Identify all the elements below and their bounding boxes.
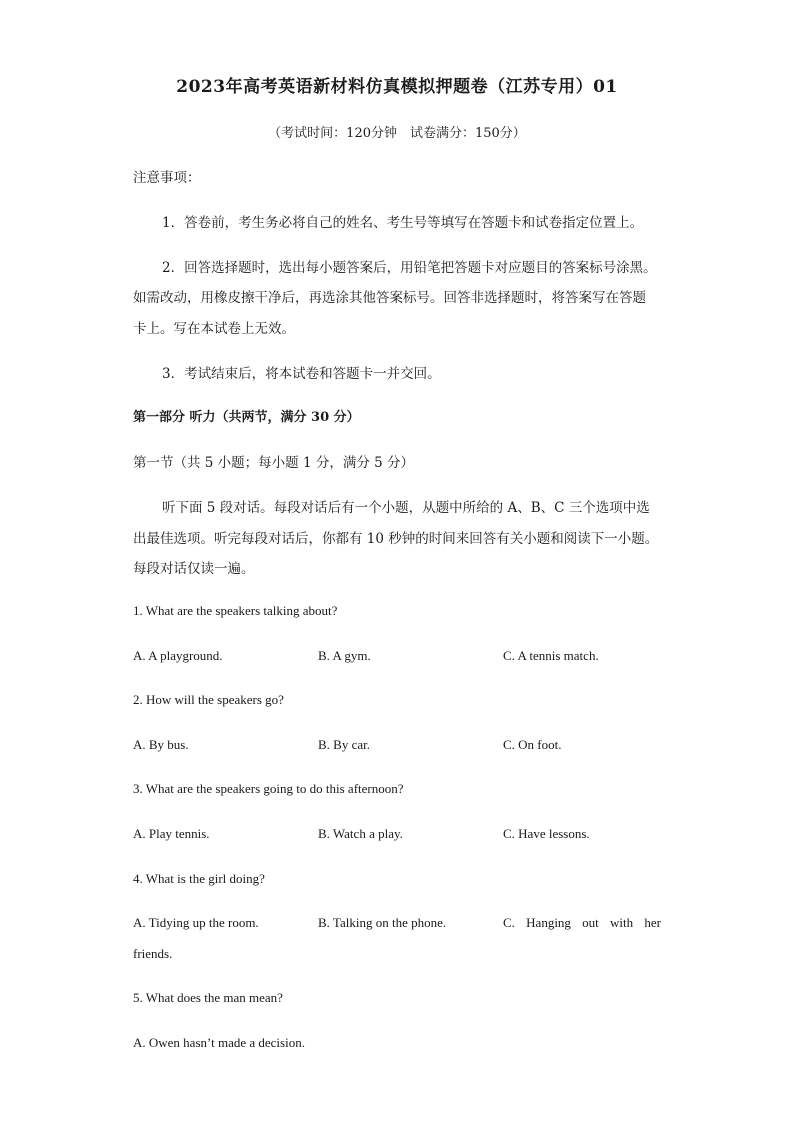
- question-4: 4. What is the girl doing?: [133, 871, 265, 886]
- question-1-option-a: A. A playground.: [133, 648, 223, 663]
- question-5-option-a: A. Owen hasn’t made a decision.: [133, 1035, 305, 1050]
- notes-item-2-line-1: 2．回答选择题时，选出每小题答案后，用铅笔把答题卡对应题目的答案标号涂黑。: [162, 260, 657, 276]
- question-3-option-b: B. Watch a play.: [318, 826, 403, 841]
- exam-title: 2023年高考英语新材料仿真模拟押题卷（江苏专用）01: [176, 77, 618, 97]
- question-4-option-c-word: with: [610, 915, 634, 930]
- exam-subtitle: （考试时间：120分钟 试卷满分：150分）: [268, 126, 526, 141]
- question-2-option-c: C. On foot.: [503, 737, 562, 752]
- question-4-option-c-word: her: [644, 915, 661, 930]
- question-2-option-b: B. By car.: [318, 737, 370, 752]
- question-4-option-c: [503, 915, 661, 931]
- instructions-line-3: 每段对话仅读一遍。: [133, 561, 255, 577]
- instructions-line-1: 听下面 5 段对话。每段对话后有一个小题，从题中所给的 A、B、C 三个选项中选: [162, 500, 650, 516]
- question-4-option-c-continuation: friends.: [133, 946, 173, 961]
- notes-item-3: 3．考试结束后，将本试卷和答题卡一并交回。: [162, 366, 441, 382]
- question-1-option-c: C. A tennis match.: [503, 648, 599, 663]
- question-3-option-a: A. Play tennis.: [133, 826, 210, 841]
- question-4-option-b: B. Talking on the phone.: [318, 915, 447, 930]
- question-5: 5. What does the man mean?: [133, 990, 283, 1005]
- question-3: 3. What are the speakers going to do this afternoon?: [133, 781, 404, 796]
- question-4-option-c-word: C.: [503, 915, 515, 930]
- notes-item-1: 1．答卷前，考生务必将自己的姓名、考生号等填写在答题卡和试卷指定位置上。: [162, 215, 644, 231]
- question-2-option-a: A. By bus.: [133, 737, 189, 752]
- question-1-option-b: B. A gym.: [318, 648, 371, 663]
- instructions-line-2: 出最佳选项。听完每段对话后，你都有 10 秒钟的时间来回答有关小题和阅读下一小题。: [133, 531, 659, 547]
- question-2: 2. How will the speakers go?: [133, 692, 284, 707]
- notes-item-2-line-2: 如需改动，用橡皮擦干净后，再选涂其他答案标号。回答非选择题时，将答案写在答题: [133, 290, 646, 306]
- question-4-option-c-word: out: [582, 915, 599, 930]
- notes-heading: 注意事项：: [133, 170, 201, 186]
- part1-heading: 第一部分 听力（共两节，满分 30 分）: [133, 410, 360, 425]
- question-3-option-c: C. Have lessons.: [503, 826, 590, 841]
- question-4-option-c-word: Hanging: [526, 915, 571, 930]
- section1-heading: 第一节（共 5 小题；每小题 1 分，满分 5 分）: [133, 455, 415, 471]
- question-1: 1. What are the speakers talking about?: [133, 603, 338, 618]
- question-4-option-a: A. Tidying up the room.: [133, 915, 259, 930]
- notes-item-2-line-3: 卡上。写在本试卷上无效。: [133, 321, 295, 337]
